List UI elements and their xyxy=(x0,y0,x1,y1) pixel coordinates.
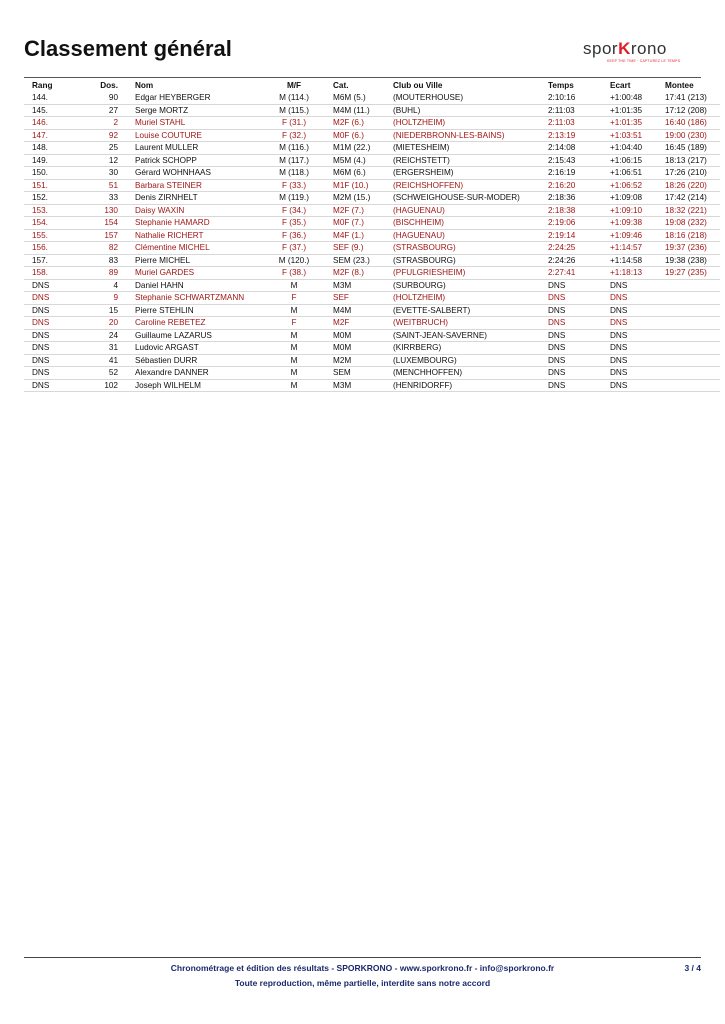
cell-club: (MOUTERHOUSE) xyxy=(393,92,548,104)
cell-club: (REICHSTETT) xyxy=(393,154,548,167)
cell-montee: 19:38 (238) xyxy=(665,254,720,267)
logo-k: K xyxy=(618,39,631,58)
cell-temps: DNS xyxy=(548,379,610,392)
cell-temps: 2:18:38 xyxy=(548,204,610,217)
cell-montee xyxy=(665,379,720,392)
cell-cat: M6M (6.) xyxy=(325,167,393,180)
cell-club: (LUXEMBOURG) xyxy=(393,354,548,367)
cell-nom: Patrick SCHOPP xyxy=(118,154,263,167)
cell-cat: SEM xyxy=(325,367,393,380)
cell-temps: DNS xyxy=(548,354,610,367)
cell-dos: 30 xyxy=(70,167,118,180)
cell-club: (HOLTZHEIM) xyxy=(393,117,548,130)
cell-cat: M3M xyxy=(325,279,393,292)
cell-rang: 157. xyxy=(24,254,70,267)
table-body xyxy=(24,92,720,392)
cell-montee xyxy=(665,329,720,342)
cell-ecart: +1:01:35 xyxy=(610,117,665,130)
cell-rang: 149. xyxy=(24,154,70,167)
cell-nom: Stephanie HAMARD xyxy=(118,217,263,230)
cell-rang: 145. xyxy=(24,104,70,117)
cell-cat: M0F (7.) xyxy=(325,217,393,230)
cell-rang: 153. xyxy=(24,204,70,217)
cell-cat: M2M (15.) xyxy=(325,192,393,205)
cell-montee xyxy=(665,292,720,305)
cell-rang: 148. xyxy=(24,142,70,155)
col-header-dos: Dos. xyxy=(100,81,118,90)
cell-dos: 154 xyxy=(70,217,118,230)
table-row xyxy=(24,142,720,155)
cell-montee: 18:16 (218) xyxy=(665,229,720,242)
cell-dos: 92 xyxy=(70,129,118,142)
cell-club: (NIEDERBRONN-LES-BAINS) xyxy=(393,129,548,142)
cell-ecart: DNS xyxy=(610,317,665,330)
cell-nom: Serge MORTZ xyxy=(118,104,263,117)
cell-nom: Muriel STAHL xyxy=(118,117,263,130)
table-row xyxy=(24,317,720,330)
cell-dos: 52 xyxy=(70,367,118,380)
cell-ecart: +1:06:15 xyxy=(610,154,665,167)
cell-club: (SCHWEIGHOUSE-SUR-MODER) xyxy=(393,192,548,205)
cell-ecart: +1:14:58 xyxy=(610,254,665,267)
col-header-cat: Cat. xyxy=(333,81,349,90)
results-table xyxy=(24,79,720,392)
cell-rang: DNS xyxy=(24,279,70,292)
cell-mf: F (32.) xyxy=(263,129,325,142)
cell-temps: 2:10:16 xyxy=(548,92,610,104)
cell-ecart: DNS xyxy=(610,304,665,317)
cell-nom: Stephanie SCHWARTZMANN xyxy=(118,292,263,305)
cell-temps: 2:19:14 xyxy=(548,229,610,242)
cell-club: (HAGUENAU) xyxy=(393,229,548,242)
cell-club: (BUHL) xyxy=(393,104,548,117)
cell-cat: M1M (22.) xyxy=(325,142,393,155)
cell-rang: DNS xyxy=(24,342,70,355)
cell-rang: DNS xyxy=(24,379,70,392)
table-row xyxy=(24,179,720,192)
cell-nom: Pierre STEHLIN xyxy=(118,304,263,317)
cell-temps: 2:24:26 xyxy=(548,254,610,267)
cell-ecart: +1:09:08 xyxy=(610,192,665,205)
cell-mf: F (37.) xyxy=(263,242,325,255)
cell-nom: Gérard WOHNHAAS xyxy=(118,167,263,180)
cell-club: (KIRRBERG) xyxy=(393,342,548,355)
cell-cat: M4F (1.) xyxy=(325,229,393,242)
cell-nom: Edgar HEYBERGER xyxy=(118,92,263,104)
cell-ecart: +1:03:51 xyxy=(610,129,665,142)
cell-rang: DNS xyxy=(24,304,70,317)
col-header-ecart: Ecart xyxy=(610,81,631,90)
cell-dos: 89 xyxy=(70,267,118,280)
cell-mf: M xyxy=(263,379,325,392)
cell-montee: 17:42 (214) xyxy=(665,192,720,205)
cell-club: (ERGERSHEIM) xyxy=(393,167,548,180)
cell-nom: Sébastien DURR xyxy=(118,354,263,367)
cell-cat: SEF xyxy=(325,292,393,305)
cell-dos: 9 xyxy=(70,292,118,305)
cell-dos: 12 xyxy=(70,154,118,167)
cell-dos: 20 xyxy=(70,317,118,330)
table-row xyxy=(24,304,720,317)
cell-nom: Daisy WAXIN xyxy=(118,204,263,217)
table-row xyxy=(24,217,720,230)
cell-montee xyxy=(665,317,720,330)
cell-temps: DNS xyxy=(548,304,610,317)
cell-montee: 16:40 (186) xyxy=(665,117,720,130)
table-row xyxy=(24,292,720,305)
cell-rang: DNS xyxy=(24,292,70,305)
cell-montee xyxy=(665,342,720,355)
cell-cat: M0M xyxy=(325,329,393,342)
table-row xyxy=(24,192,720,205)
cell-cat: M4M xyxy=(325,304,393,317)
cell-club: (SAINT-JEAN-SAVERNE) xyxy=(393,329,548,342)
footer-divider xyxy=(24,957,701,958)
cell-mf: M (120.) xyxy=(263,254,325,267)
cell-club: (MIETESHEIM) xyxy=(393,142,548,155)
cell-ecart: +1:18:13 xyxy=(610,267,665,280)
table-row xyxy=(24,267,720,280)
cell-temps: DNS xyxy=(548,292,610,305)
cell-temps: 2:16:19 xyxy=(548,167,610,180)
table-row xyxy=(24,254,720,267)
cell-cat: M2F (6.) xyxy=(325,117,393,130)
cell-mf: M xyxy=(263,304,325,317)
cell-rang: 151. xyxy=(24,179,70,192)
table-row xyxy=(24,204,720,217)
cell-cat: M0M xyxy=(325,342,393,355)
cell-ecart: DNS xyxy=(610,354,665,367)
footer-notice: Toute reproduction, même partielle, interdite sans notre accord xyxy=(234,978,491,988)
cell-mf: M (117.) xyxy=(263,154,325,167)
table-header-row xyxy=(24,79,720,92)
table-row xyxy=(24,104,720,117)
cell-dos: 27 xyxy=(70,104,118,117)
cell-mf: M (114.) xyxy=(263,92,325,104)
cell-dos: 41 xyxy=(70,354,118,367)
table-row xyxy=(24,379,720,392)
cell-dos: 102 xyxy=(70,379,118,392)
cell-mf: F (34.) xyxy=(263,204,325,217)
cell-temps: DNS xyxy=(548,342,610,355)
cell-rang: DNS xyxy=(24,329,70,342)
cell-club: (PFULGRIESHEIM) xyxy=(393,267,548,280)
cell-club: (STRASBOURG) xyxy=(393,242,548,255)
cell-rang: 158. xyxy=(24,267,70,280)
cell-temps: DNS xyxy=(548,317,610,330)
cell-mf: M (116.) xyxy=(263,142,325,155)
cell-rang: 147. xyxy=(24,129,70,142)
cell-temps: 2:11:03 xyxy=(548,104,610,117)
table-row xyxy=(24,154,720,167)
cell-rang: 144. xyxy=(24,92,70,104)
cell-temps: DNS xyxy=(548,329,610,342)
cell-ecart: DNS xyxy=(610,367,665,380)
cell-ecart: +1:00:48 xyxy=(610,92,665,104)
cell-club: (SURBOURG) xyxy=(393,279,548,292)
cell-temps: 2:24:25 xyxy=(548,242,610,255)
cell-dos: 90 xyxy=(70,92,118,104)
logo-tagline: KEEP THE TIME · CAPTUREZ LE TEMPS xyxy=(607,59,681,63)
cell-dos: 2 xyxy=(70,117,118,130)
cell-montee: 19:00 (230) xyxy=(665,129,720,142)
sporkrono-logo xyxy=(583,39,703,69)
header-divider xyxy=(24,77,701,78)
cell-rang: 155. xyxy=(24,229,70,242)
cell-montee: 19:08 (232) xyxy=(665,217,720,230)
cell-temps: 2:16:20 xyxy=(548,179,610,192)
cell-mf: M (119.) xyxy=(263,192,325,205)
cell-mf: M xyxy=(263,354,325,367)
cell-rang: 156. xyxy=(24,242,70,255)
cell-ecart: +1:14:57 xyxy=(610,242,665,255)
col-header-nom: Nom xyxy=(135,81,154,90)
cell-nom: Muriel GARDES xyxy=(118,267,263,280)
cell-ecart: +1:04:40 xyxy=(610,142,665,155)
page-number: 3 / 4 xyxy=(684,963,701,973)
cell-cat: M4M (11.) xyxy=(325,104,393,117)
cell-ecart: +1:09:38 xyxy=(610,217,665,230)
cell-cat: M1F (10.) xyxy=(325,179,393,192)
cell-nom: Louise COUTURE xyxy=(118,129,263,142)
cell-nom: Clémentine MICHEL xyxy=(118,242,263,255)
cell-nom: Laurent MULLER xyxy=(118,142,263,155)
cell-rang: 154. xyxy=(24,217,70,230)
cell-dos: 24 xyxy=(70,329,118,342)
cell-montee xyxy=(665,367,720,380)
cell-club: (HOLTZHEIM) xyxy=(393,292,548,305)
cell-dos: 51 xyxy=(70,179,118,192)
cell-montee: 18:26 (220) xyxy=(665,179,720,192)
logo-wordmark xyxy=(583,39,667,59)
cell-dos: 25 xyxy=(70,142,118,155)
cell-ecart: DNS xyxy=(610,279,665,292)
cell-nom: Caroline REBETEZ xyxy=(118,317,263,330)
col-header-montee: Montee xyxy=(665,81,694,90)
cell-montee: 18:32 (221) xyxy=(665,204,720,217)
cell-mf: F xyxy=(263,317,325,330)
cell-mf: F (35.) xyxy=(263,217,325,230)
cell-club: (MENCHHOFFEN) xyxy=(393,367,548,380)
table-row xyxy=(24,329,720,342)
cell-nom: Daniel HAHN xyxy=(118,279,263,292)
footer-credits: Chronométrage et édition des résultats - SPORKRONO - www.sporkrono.fr - info@sporkrono.fr xyxy=(170,963,555,973)
table-row xyxy=(24,354,720,367)
cell-rang: 150. xyxy=(24,167,70,180)
table-row xyxy=(24,279,720,292)
cell-ecart: DNS xyxy=(610,292,665,305)
cell-temps: 2:18:36 xyxy=(548,192,610,205)
table-row xyxy=(24,367,720,380)
cell-ecart: +1:06:52 xyxy=(610,179,665,192)
cell-dos: 31 xyxy=(70,342,118,355)
cell-cat: M3M xyxy=(325,379,393,392)
cell-montee: 19:27 (235) xyxy=(665,267,720,280)
cell-dos: 33 xyxy=(70,192,118,205)
table-row xyxy=(24,167,720,180)
cell-mf: F (31.) xyxy=(263,117,325,130)
cell-mf: M (118.) xyxy=(263,167,325,180)
cell-cat: M2F (8.) xyxy=(325,267,393,280)
cell-rang: DNS xyxy=(24,367,70,380)
cell-club: (WEITBRUCH) xyxy=(393,317,548,330)
table-row xyxy=(24,342,720,355)
cell-club: (STRASBOURG) xyxy=(393,254,548,267)
cell-temps: 2:11:03 xyxy=(548,117,610,130)
cell-rang: 146. xyxy=(24,117,70,130)
cell-mf: F (36.) xyxy=(263,229,325,242)
cell-montee: 17:26 (210) xyxy=(665,167,720,180)
cell-dos: 83 xyxy=(70,254,118,267)
cell-nom: Denis ZIRNHELT xyxy=(118,192,263,205)
cell-ecart: +1:01:35 xyxy=(610,104,665,117)
col-header-rang: Rang xyxy=(32,81,53,90)
cell-montee: 17:12 (208) xyxy=(665,104,720,117)
table-row xyxy=(24,92,720,104)
logo-prefix: spor xyxy=(583,39,619,58)
cell-montee: 17:41 (213) xyxy=(665,92,720,104)
cell-cat: M2F (7.) xyxy=(325,204,393,217)
cell-nom: Joseph WILHELM xyxy=(118,379,263,392)
cell-montee xyxy=(665,304,720,317)
cell-mf: M xyxy=(263,329,325,342)
logo-suffix: rono xyxy=(630,39,667,58)
cell-club: (BISCHHEIM) xyxy=(393,217,548,230)
table-row xyxy=(24,229,720,242)
cell-rang: 152. xyxy=(24,192,70,205)
cell-dos: 15 xyxy=(70,304,118,317)
cell-dos: 130 xyxy=(70,204,118,217)
cell-montee: 18:13 (217) xyxy=(665,154,720,167)
cell-nom: Guillaume LAZARUS xyxy=(118,329,263,342)
cell-mf: F xyxy=(263,292,325,305)
cell-nom: Barbara STEINER xyxy=(118,179,263,192)
cell-nom: Pierre MICHEL xyxy=(118,254,263,267)
cell-cat: SEF (9.) xyxy=(325,242,393,255)
cell-dos: 82 xyxy=(70,242,118,255)
cell-nom: Ludovic ARGAST xyxy=(118,342,263,355)
cell-rang: DNS xyxy=(24,354,70,367)
cell-cat: M2F xyxy=(325,317,393,330)
cell-cat: M0F (6.) xyxy=(325,129,393,142)
cell-temps: 2:15:43 xyxy=(548,154,610,167)
cell-cat: SEM (23.) xyxy=(325,254,393,267)
cell-nom: Nathalie RICHERT xyxy=(118,229,263,242)
cell-ecart: +1:06:51 xyxy=(610,167,665,180)
cell-montee: 19:37 (236) xyxy=(665,242,720,255)
cell-mf: M xyxy=(263,279,325,292)
cell-club: (HENRIDORFF) xyxy=(393,379,548,392)
cell-montee xyxy=(665,354,720,367)
cell-nom: Alexandre DANNER xyxy=(118,367,263,380)
cell-ecart: +1:09:46 xyxy=(610,229,665,242)
cell-temps: 2:19:06 xyxy=(548,217,610,230)
page-title: Classement général xyxy=(24,36,232,61)
cell-mf: M (115.) xyxy=(263,104,325,117)
cell-temps: 2:27:41 xyxy=(548,267,610,280)
cell-temps: 2:14:08 xyxy=(548,142,610,155)
cell-mf: M xyxy=(263,342,325,355)
cell-dos: 4 xyxy=(70,279,118,292)
cell-cat: M2M xyxy=(325,354,393,367)
cell-montee: 16:45 (189) xyxy=(665,142,720,155)
cell-ecart: DNS xyxy=(610,329,665,342)
table-row xyxy=(24,117,720,130)
cell-ecart: +1:09:10 xyxy=(610,204,665,217)
cell-club: (EVETTE-SALBERT) xyxy=(393,304,548,317)
cell-rang: DNS xyxy=(24,317,70,330)
cell-temps: 2:13:19 xyxy=(548,129,610,142)
cell-cat: M6M (5.) xyxy=(325,92,393,104)
table-row xyxy=(24,242,720,255)
cell-club: (HAGUENAU) xyxy=(393,204,548,217)
cell-cat: M5M (4.) xyxy=(325,154,393,167)
cell-ecart: DNS xyxy=(610,379,665,392)
cell-ecart: DNS xyxy=(610,342,665,355)
cell-dos: 157 xyxy=(70,229,118,242)
table-row xyxy=(24,129,720,142)
cell-temps: DNS xyxy=(548,279,610,292)
cell-montee xyxy=(665,279,720,292)
cell-temps: DNS xyxy=(548,367,610,380)
cell-mf: M xyxy=(263,367,325,380)
col-header-mf: M/F xyxy=(286,81,302,90)
col-header-temps: Temps xyxy=(548,81,574,90)
col-header-club: Club ou Ville xyxy=(393,81,443,90)
cell-club: (REICHSHOFFEN) xyxy=(393,179,548,192)
cell-mf: F (38.) xyxy=(263,267,325,280)
cell-mf: F (33.) xyxy=(263,179,325,192)
